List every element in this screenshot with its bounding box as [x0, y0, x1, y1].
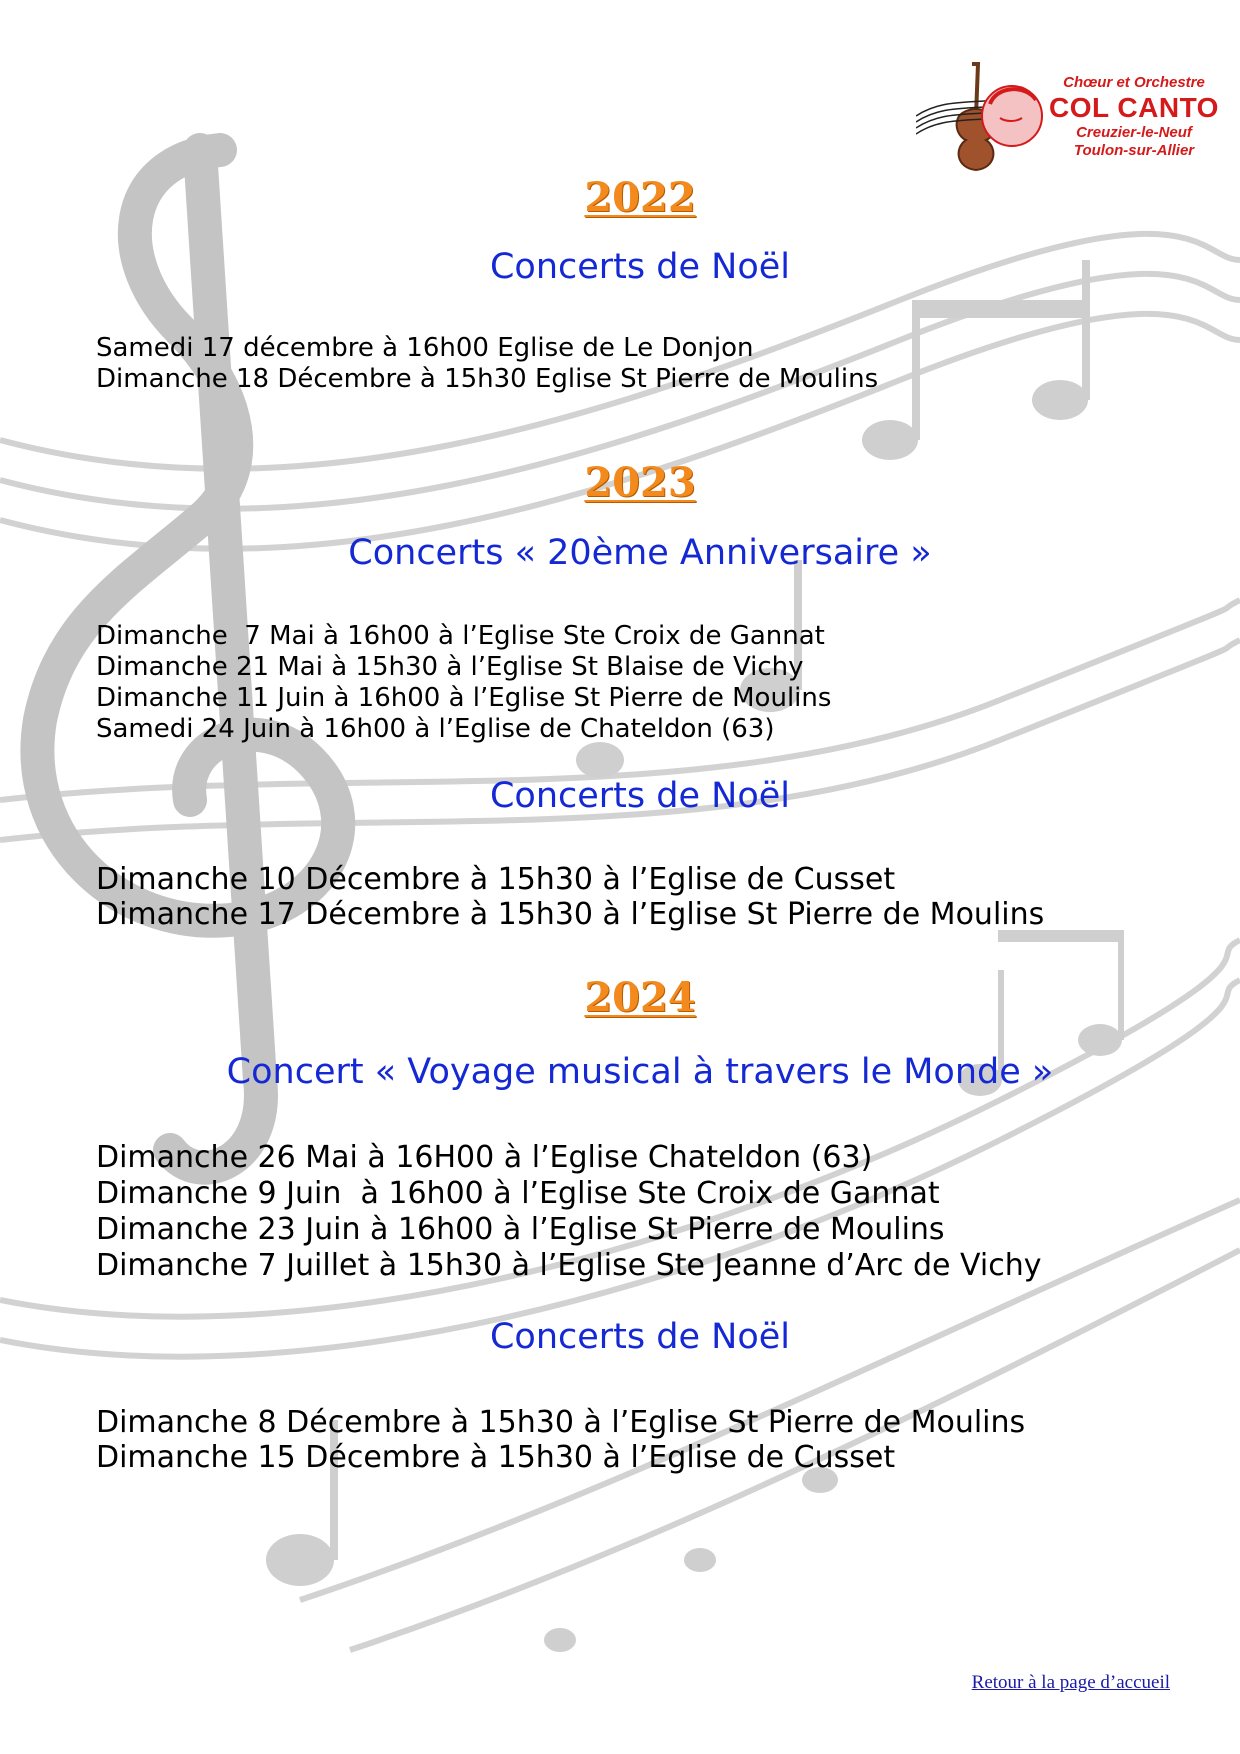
year-heading-2024: 2024: [584, 974, 696, 1021]
event-item: Dimanche 11 Juin à 16h00 à l’Eglise St Pierre de Moulins: [96, 683, 832, 713]
event-list-anniversaire-2023: [96, 621, 831, 745]
logo-town-2: Toulon-sur-Allier: [1073, 142, 1195, 159]
logo-text: [1040, 74, 1228, 160]
year-heading-2023: 2023: [584, 459, 696, 506]
event-item: Dimanche 21 Mai à 15h30 à l’Eglise St Blaise de Vichy: [96, 652, 804, 682]
event-item: Samedi 24 Juin à 16h00 à l’Eglise de Chateldon (63): [96, 714, 775, 744]
composer-portrait-icon: [982, 86, 1042, 146]
section-title-voyage-2024: Concert « Voyage musical à travers le Monde »: [226, 1052, 1054, 1092]
event-list-noel-2023: [96, 862, 1044, 932]
section-title-noel-2024: Concerts de Noël: [489, 1317, 790, 1357]
year-heading-2022: 2022: [584, 174, 696, 221]
event-item: Dimanche 7 Juillet à 15h30 à l’Eglise Ste Jeanne d’Arc de Vichy: [96, 1248, 1042, 1283]
logo-subtitle: Chœur et Orchestre: [1063, 74, 1205, 91]
event-list-voyage-2024: [96, 1140, 1042, 1284]
event-list-noel-2024: [96, 1405, 1025, 1475]
event-item: Dimanche 18 Décembre à 15h30 Eglise St Pierre de Moulins: [96, 364, 879, 394]
section-title-noel-2023: Concerts de Noël: [489, 776, 790, 816]
event-item: Dimanche 26 Mai à 16H00 à l’Eglise Chateldon (63): [96, 1140, 873, 1175]
section-title-noel-2022: Concerts de Noël: [489, 247, 790, 287]
event-item: Dimanche 9 Juin à 16h00 à l’Eglise Ste Croix de Gannat: [96, 1176, 940, 1211]
event-item: Dimanche 7 Mai à 16h00 à l’Eglise Ste Croix de Gannat: [96, 621, 825, 651]
event-list-noel-2022: [96, 333, 878, 395]
event-item: Samedi 17 décembre à 16h00 Eglise de Le Donjon: [96, 333, 754, 363]
event-item: Dimanche 23 Juin à 16h00 à l’Eglise St Pierre de Moulins: [96, 1212, 945, 1247]
back-to-home-link[interactable]: Retour à la page d’accueil: [971, 1672, 1170, 1693]
section-title-anniversaire-2023: Concerts « 20ème Anniversaire »: [348, 533, 932, 573]
logo-town-1: Creuzier-le-Neuf: [1076, 124, 1192, 141]
event-item: Dimanche 8 Décembre à 15h30 à l’Eglise St Pierre de Moulins: [96, 1405, 1026, 1440]
event-item: Dimanche 17 Décembre à 15h30 à l’Eglise St Pierre de Moulins: [96, 897, 1045, 932]
event-item: Dimanche 15 Décembre à 15h30 à l’Eglise de Cusset: [96, 1440, 896, 1475]
event-item: Dimanche 10 Décembre à 15h30 à l’Eglise de Cusset: [96, 862, 896, 897]
logo-name: COL CANTO: [1049, 92, 1219, 123]
